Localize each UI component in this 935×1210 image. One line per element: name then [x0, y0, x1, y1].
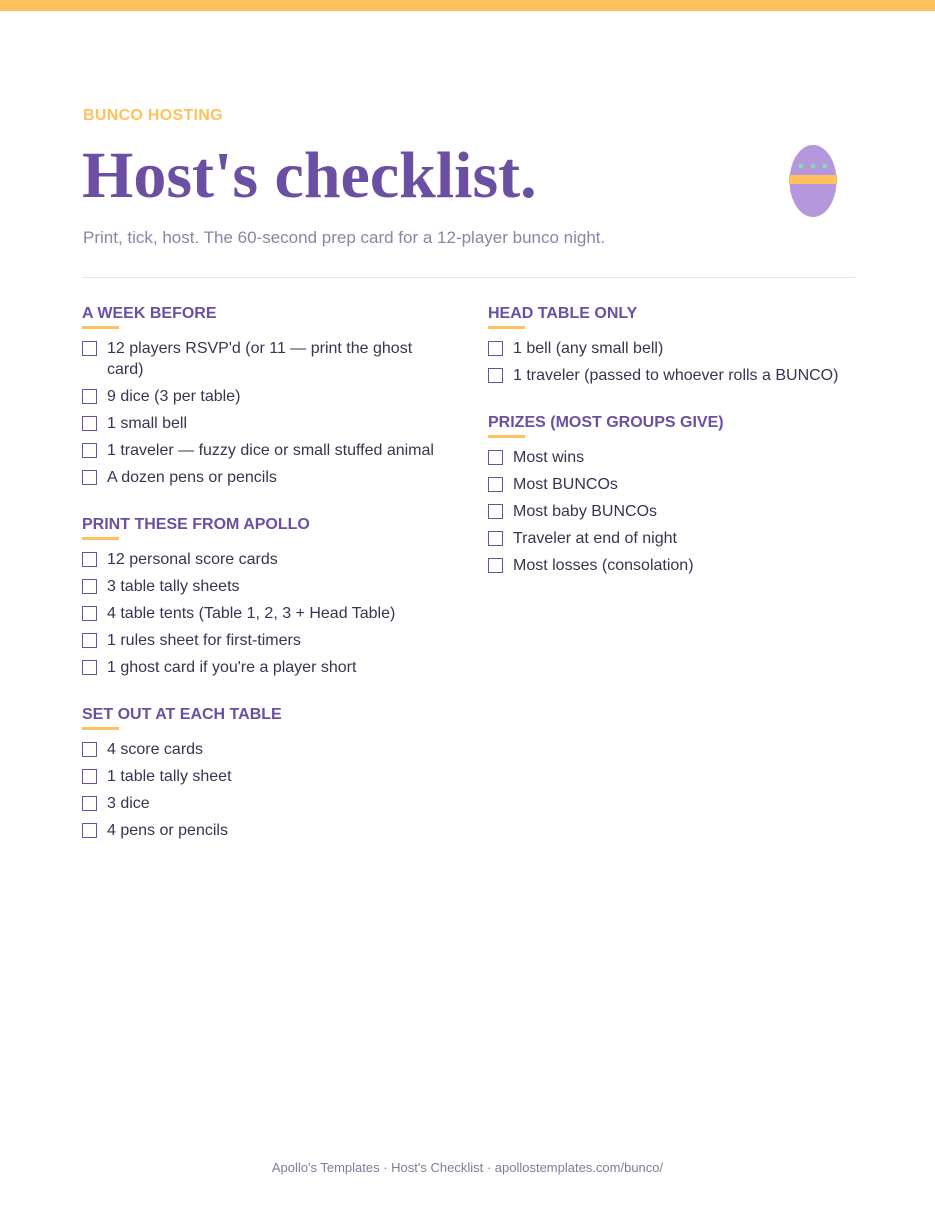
checklist-item-label: 1 ghost card if you're a player short [107, 659, 357, 676]
top-accent-bar [0, 0, 935, 11]
checklist-item [82, 549, 442, 570]
checklist-item-label: 4 pens or pencils [107, 822, 228, 839]
checklist-item [488, 501, 848, 522]
checklist-item-label: 1 table tally sheet [107, 768, 232, 785]
checkbox[interactable] [82, 416, 97, 431]
checkbox[interactable] [488, 504, 503, 519]
checklist-item-label: 12 personal score cards [107, 551, 278, 568]
checkbox[interactable] [82, 341, 97, 356]
section-heading: A WEEK BEFORE [82, 305, 217, 322]
section-heading: SET OUT AT EACH TABLE [82, 706, 282, 723]
checkbox[interactable] [488, 531, 503, 546]
checklist-item [82, 338, 442, 380]
heading-underline [82, 326, 119, 329]
section-set-out-at-each-table [82, 704, 442, 841]
checkbox[interactable] [82, 796, 97, 811]
checklist-item [82, 793, 442, 814]
checklist-item-label: 3 dice [107, 795, 150, 812]
checklist-item [82, 630, 442, 651]
checkbox[interactable] [82, 552, 97, 567]
checklist-item-label: Most wins [513, 449, 585, 466]
checklist-item [488, 555, 848, 576]
checkbox[interactable] [488, 450, 503, 465]
checklist-item [82, 603, 442, 624]
page-subtitle: Print, tick, host. The 60-second prep card for a 12-player bunco night. [83, 228, 606, 247]
checklist-item [82, 386, 442, 407]
checklist-item [82, 467, 442, 488]
kicker-label: BUNCO HOSTING [83, 107, 223, 124]
section-a-week-before [82, 303, 442, 488]
checklist-item [488, 338, 848, 359]
checkbox[interactable] [82, 389, 97, 404]
checklist-item [488, 474, 848, 495]
section-heading: PRINT THESE FROM APOLLO [82, 516, 310, 533]
header-divider [82, 277, 855, 278]
checkbox[interactable] [82, 633, 97, 648]
checklist-item-label: Most losses (consolation) [513, 557, 694, 574]
checkbox[interactable] [82, 769, 97, 784]
checkbox[interactable] [488, 477, 503, 492]
checklist-item-label: 3 table tally sheets [107, 578, 240, 595]
section-prizes-most-groups-give [488, 412, 848, 576]
checklist-item [488, 365, 848, 386]
section-heading: HEAD TABLE ONLY [488, 305, 638, 322]
checklist-item [82, 766, 442, 787]
checklist-item-label: 12 players RSVP'd (or 11 — print the ghost card) [107, 340, 413, 378]
checklist-item-label: 1 rules sheet for first-timers [107, 632, 301, 649]
checklist-item-label: Most baby BUNCOs [513, 503, 658, 520]
checklist-item-label: 1 traveler (passed to whoever rolls a BUNCO) [513, 367, 839, 384]
checklist-item-label: Most BUNCOs [513, 476, 618, 493]
checklist-item [82, 576, 442, 597]
checkbox[interactable] [488, 558, 503, 573]
checkbox[interactable] [488, 341, 503, 356]
bunco-egg-icon [788, 144, 838, 218]
section-print-these-from-apollo [82, 514, 442, 678]
section-heading: PRIZES (MOST GROUPS GIVE) [488, 414, 724, 431]
checkbox[interactable] [82, 606, 97, 621]
footer-text: Apollo's Templates · Host's Checklist · apollostemplates.com/bunco/ [271, 1160, 664, 1175]
checklist-item-label: 4 score cards [107, 741, 204, 758]
left-column [82, 303, 442, 867]
heading-underline [488, 435, 525, 438]
heading-underline [488, 326, 525, 329]
checklist-item [82, 820, 442, 841]
checklist-item [82, 657, 442, 678]
checklist-item-label: 9 dice (3 per table) [107, 388, 241, 405]
checklist-item-label: 1 traveler — fuzzy dice or small stuffed animal [107, 442, 434, 459]
checkbox[interactable] [82, 579, 97, 594]
checklist-item-label: A dozen pens or pencils [107, 469, 277, 486]
checkbox[interactable] [82, 660, 97, 675]
checklist-item-label: Traveler at end of night [513, 530, 677, 547]
checklist-item [488, 528, 848, 549]
section-head-table-only [488, 303, 848, 386]
checkbox[interactable] [488, 368, 503, 383]
page-title: Host's checklist. [82, 139, 537, 212]
checklist-item-label: 1 small bell [107, 415, 188, 432]
checklist-item [82, 739, 442, 760]
checklist-item [82, 440, 442, 461]
checkbox[interactable] [82, 470, 97, 485]
right-column [488, 303, 848, 602]
checklist-item-label: 1 bell (any small bell) [513, 340, 664, 357]
checkbox[interactable] [82, 742, 97, 757]
checkbox[interactable] [82, 823, 97, 838]
checklist-item [488, 447, 848, 468]
checklist-item-label: 4 table tents (Table 1, 2, 3 + Head Table) [107, 605, 396, 622]
checkbox[interactable] [82, 443, 97, 458]
heading-underline [82, 727, 119, 730]
checklist-item [82, 413, 442, 434]
heading-underline [82, 537, 119, 540]
